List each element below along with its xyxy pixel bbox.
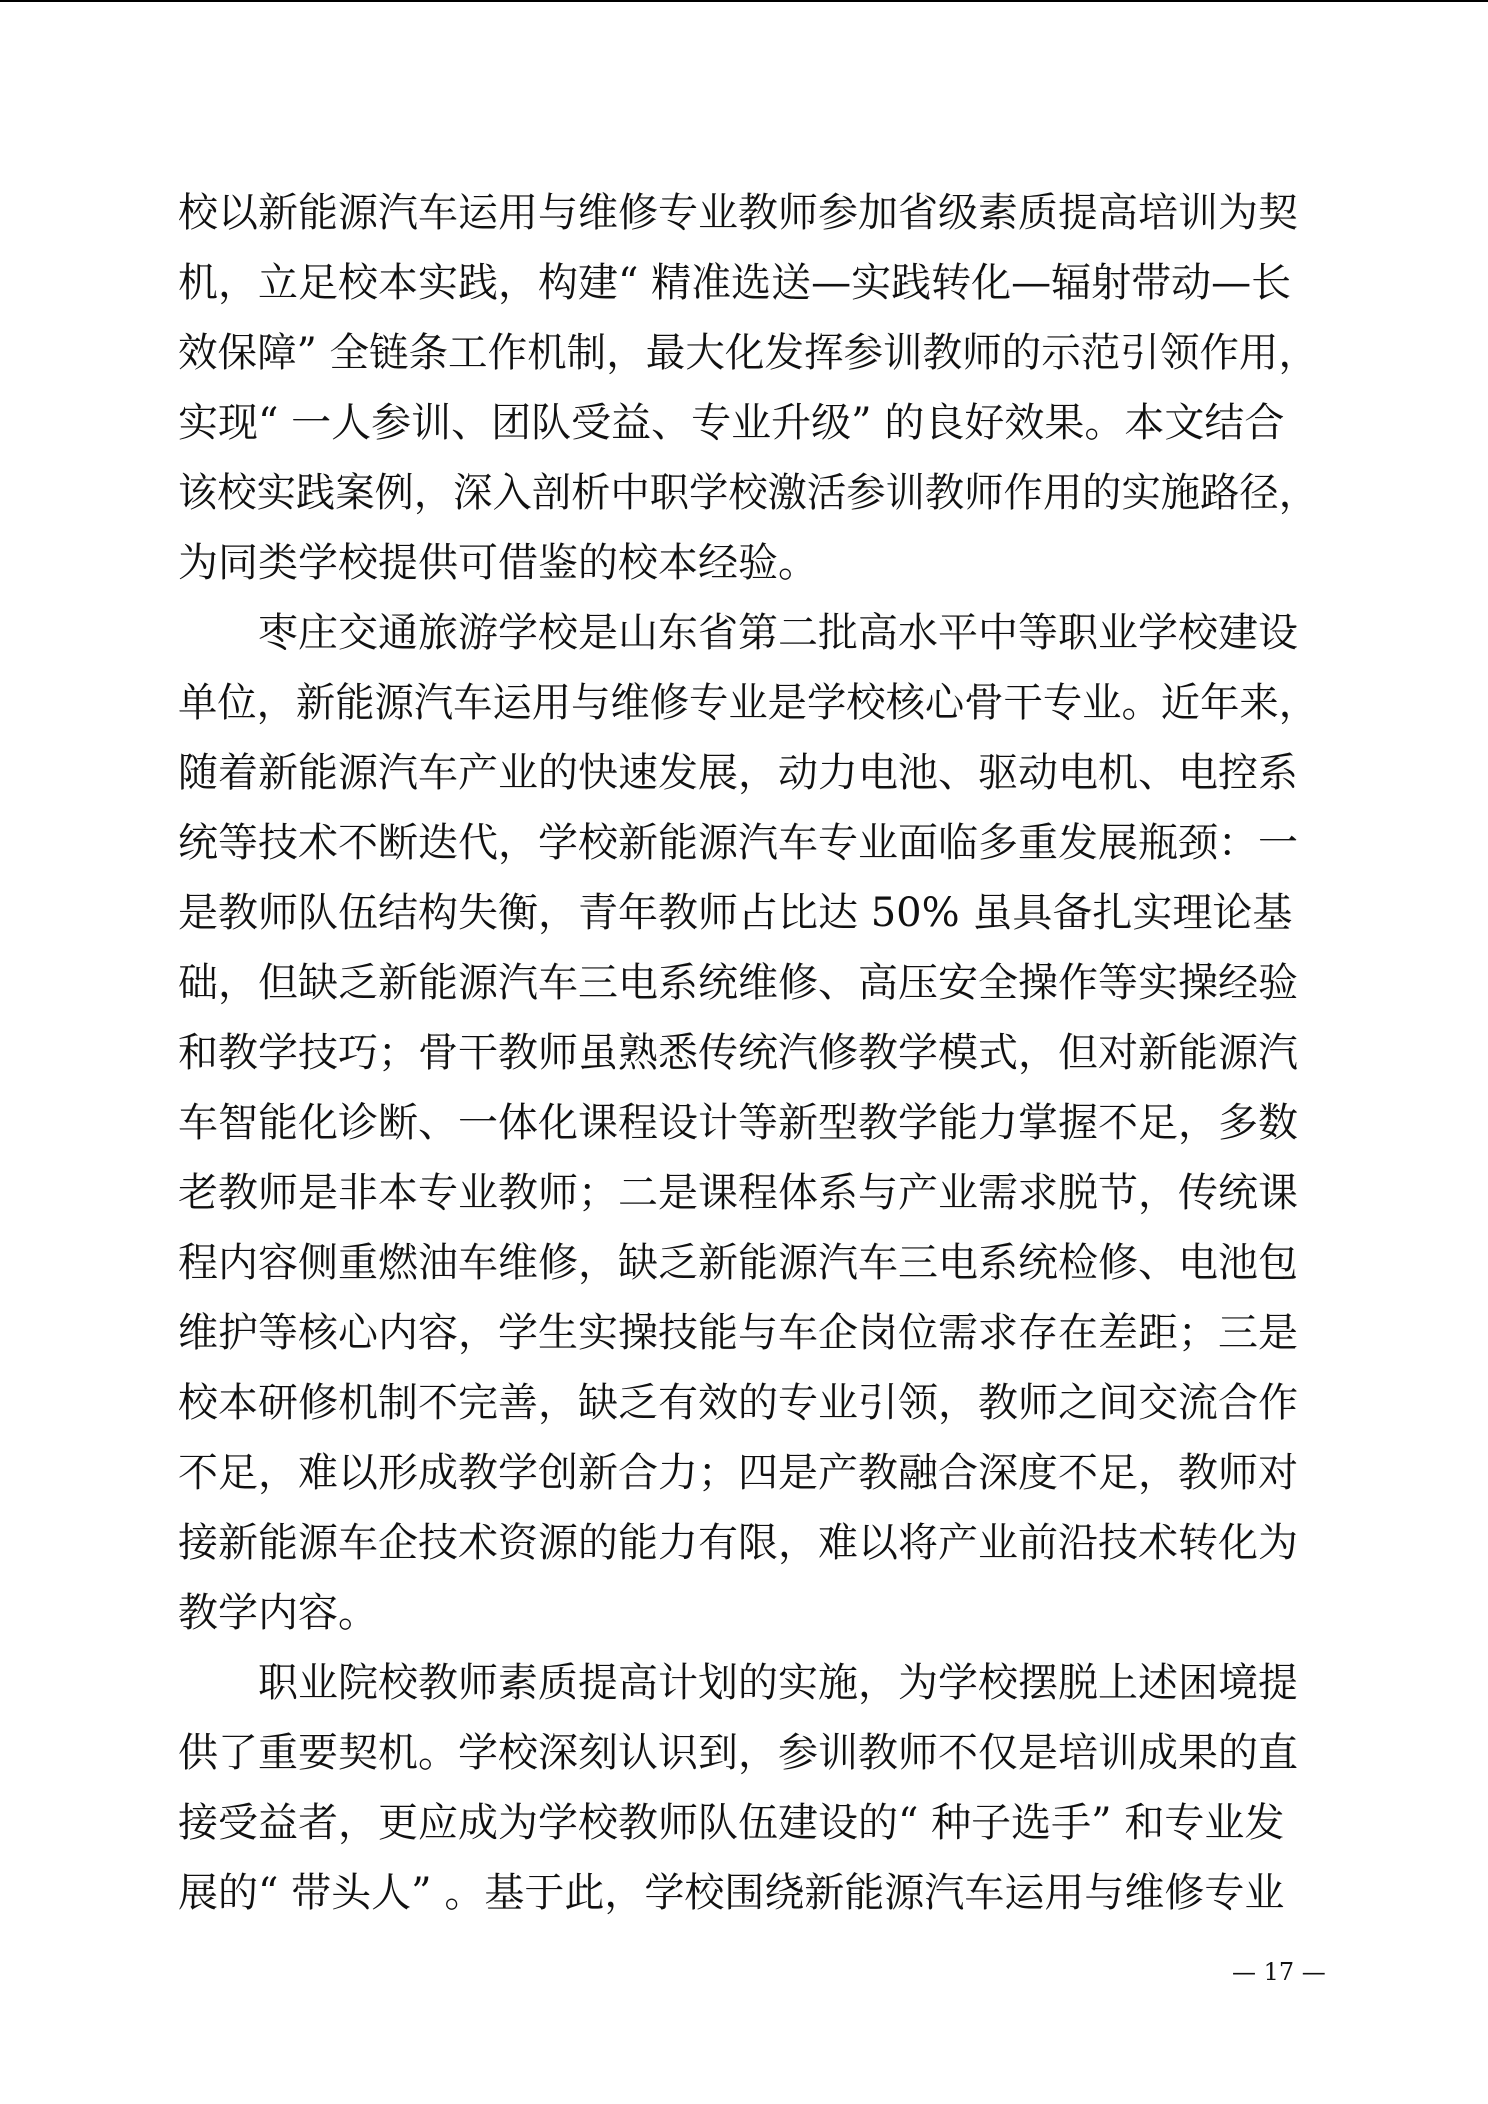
text-line: 是教师队伍结构失衡，青年教师占比达 50% 虽具备扎实理论基	[178, 890, 1293, 936]
text-line: 教学内容。	[178, 1590, 378, 1636]
text-line: 校本研修机制不完善，缺乏有效的专业引领，教师之间交流合作	[178, 1380, 1298, 1426]
page-number: — 17 —	[1232, 1958, 1326, 1986]
text-line: 础，但缺乏新能源汽车三电系统维修、高压安全操作等实操经验	[178, 960, 1298, 1006]
text-line: 不足，难以形成教学创新合力；四是产教融合深度不足，教师对	[178, 1450, 1298, 1496]
text-line: 统等技术不断迭代，学校新能源汽车专业面临多重发展瓶颈：一	[178, 820, 1298, 866]
text-line: 职业院校教师素质提高计划的实施，为学校摆脱上述困境提	[258, 1660, 1298, 1706]
body-text	[178, 178, 1318, 1928]
text-line: 随着新能源汽车产业的快速发展，动力电池、驱动电机、电控系	[178, 750, 1298, 796]
text-line: 效保障” 全链条工作机制，最大化发挥参训教师的示范引领作用，	[178, 330, 1319, 376]
text-line: 枣庄交通旅游学校是山东省第二批高水平中等职业学校建设	[258, 610, 1298, 656]
text-line: 程内容侧重燃油车维修，缺乏新能源汽车三电系统检修、电池包	[178, 1240, 1298, 1286]
top-border-rule	[0, 0, 1488, 2]
text-line: 老教师是非本专业教师；二是课程体系与产业需求脱节，传统课	[178, 1170, 1298, 1216]
text-line: 展的“ 带头人” 。基于此，学校围绕新能源汽车运用与维修专业	[178, 1870, 1285, 1916]
text-line: 机，立足校本实践，构建“ 精准选送—实践转化—辐射带动—长	[178, 260, 1292, 306]
text-line: 维护等核心内容，学生实操技能与车企岗位需求存在差距；三是	[178, 1310, 1298, 1356]
text-line: 为同类学校提供可借鉴的校本经验。	[178, 540, 818, 586]
text-line: 单位，新能源汽车运用与维修专业是学校核心骨干专业。近年来，	[178, 680, 1319, 726]
text-line: 接受益者，更应成为学校教师队伍建设的“ 种子选手” 和专业发	[178, 1800, 1285, 1846]
text-line: 该校实践案例，深入剖析中职学校激活参训教师作用的实施路径，	[178, 470, 1319, 516]
text-line: 校以新能源汽车运用与维修专业教师参加省级素质提高培训为契	[178, 190, 1298, 236]
text-line: 供了重要契机。学校深刻认识到，参训教师不仅是培训成果的直	[178, 1730, 1298, 1776]
text-line: 车智能化诊断、一体化课程设计等新型教学能力掌握不足，多数	[178, 1100, 1298, 1146]
text-line: 和教学技巧；骨干教师虽熟悉传统汽修教学模式，但对新能源汽	[178, 1030, 1298, 1076]
text-line: 实现“ 一人参训、团队受益、专业升级” 的良好效果。本文结合	[178, 400, 1285, 446]
text-line: 接新能源车企技术资源的能力有限，难以将产业前沿技术转化为	[178, 1520, 1298, 1566]
